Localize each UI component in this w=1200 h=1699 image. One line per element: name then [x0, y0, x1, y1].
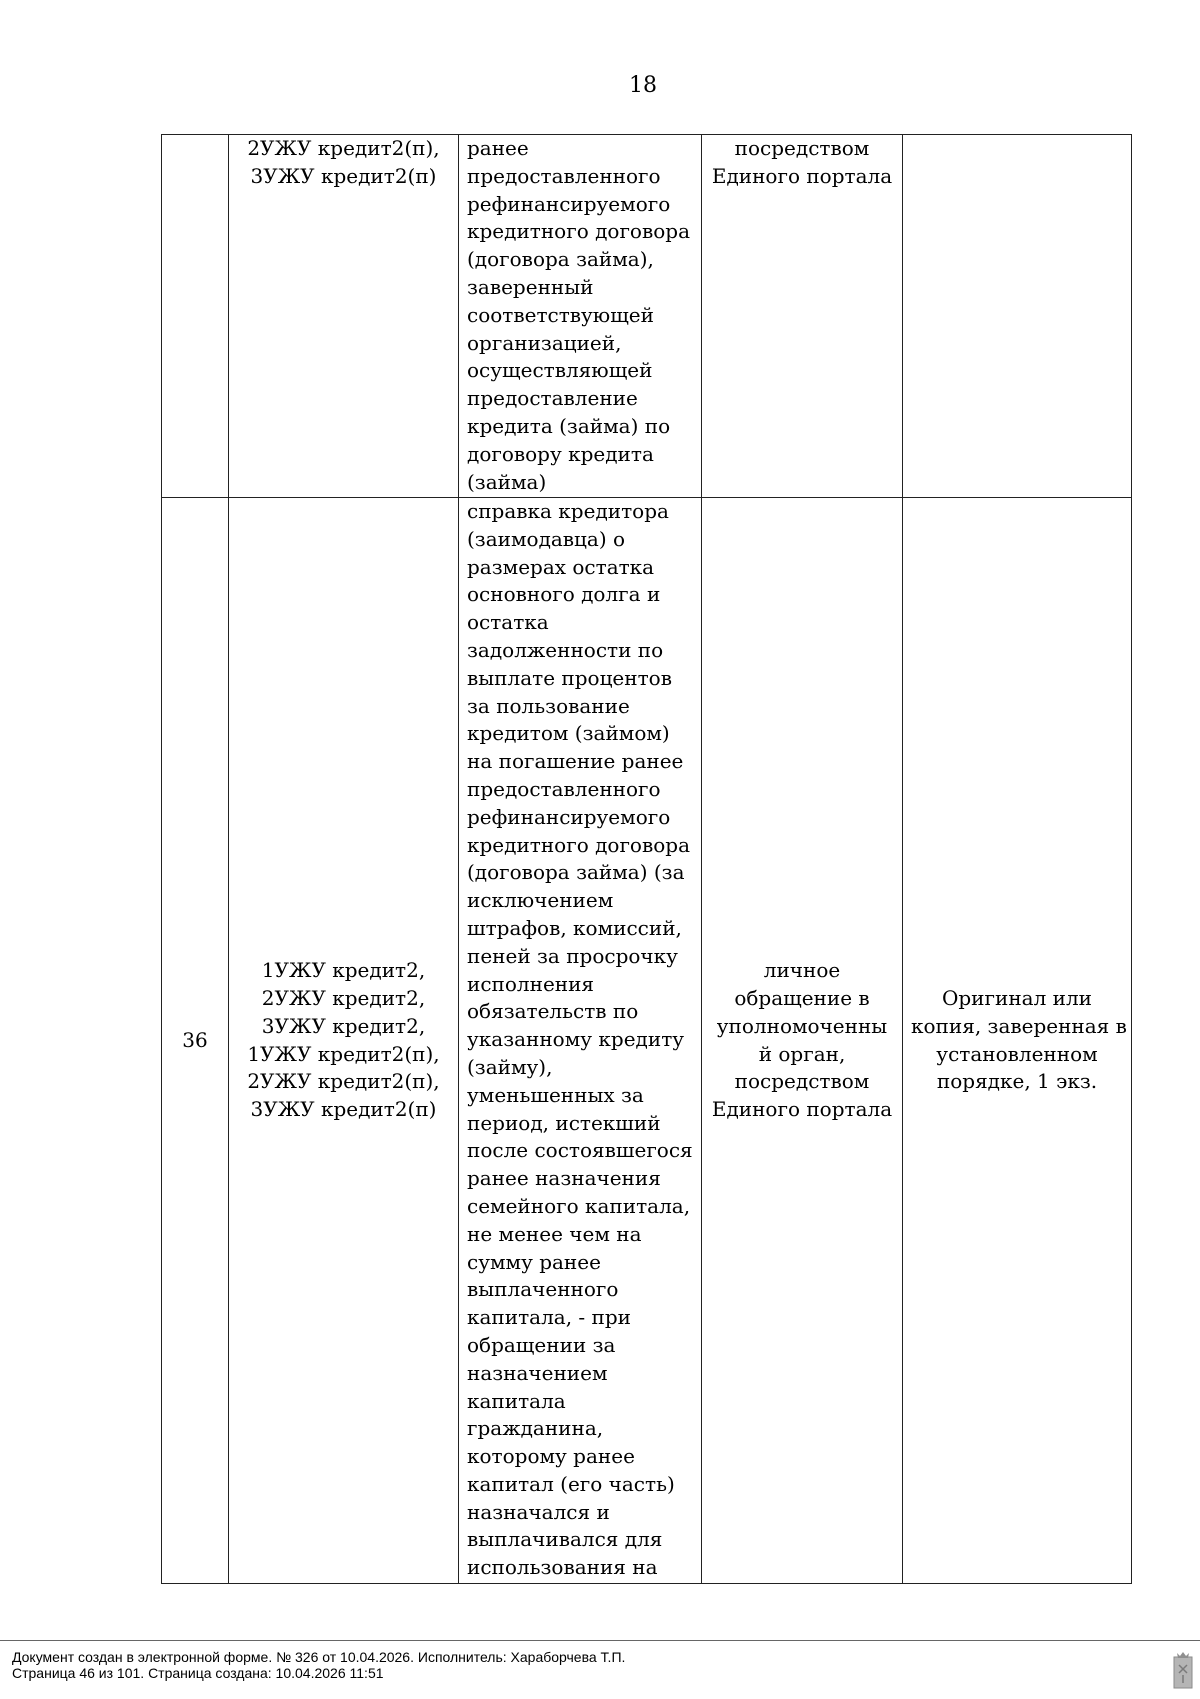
documents-table [161, 134, 1132, 1584]
cell-text-line: личное [763, 958, 841, 983]
document-footer [0, 1640, 1200, 1699]
cell-text-line: предоставленного [467, 776, 661, 801]
cell-text-line: осуществляющей [467, 358, 653, 383]
cell-text-line: заверенный [467, 274, 594, 299]
description-cell [459, 498, 702, 1584]
submission-method-cell [702, 135, 903, 498]
cell-text-line: (договора займа), [467, 247, 654, 272]
document-form-cell [903, 498, 1132, 1584]
cell-text-line: 1УЖУ кредит2, [261, 958, 426, 983]
cell-text-line: после состоявшегося [467, 1138, 693, 1163]
cell-text-line: кредитного договора [467, 832, 690, 857]
cell-text-line: 1УЖУ кредит2(п), [247, 1041, 440, 1066]
cell-text-line: договору кредита [467, 441, 654, 466]
cell-text-line: выплачивался для [467, 1527, 663, 1552]
cell-text-line: семейного капитала, [467, 1193, 691, 1218]
cell-text-line: уменьшенных за [467, 1082, 644, 1107]
submission-method-cell [702, 498, 903, 1584]
cell-text-line: посредством [734, 136, 870, 160]
cell-text-line: соответствующей [467, 302, 654, 327]
cell-text-line: назначался и [467, 1499, 610, 1524]
cell-text-line: размерах остатка [467, 554, 655, 579]
cell-text-line: организацией, [467, 330, 622, 355]
footer-line-1: Документ создан в электронной форме. № 326 от 10.04.2026. Исполнитель: Хараборчева Т.П. [12, 1649, 626, 1665]
cell-text-line: не менее чем на [467, 1221, 642, 1246]
cell-text-line: 3УЖУ кредит2, [261, 1013, 426, 1038]
cell-text-line: 2УЖУ кредит2(п), [247, 1069, 440, 1094]
cell-text-line: исключением [467, 888, 614, 913]
cell-text-line: обращение в [734, 985, 870, 1010]
description-cell [459, 135, 702, 498]
cell-text-line: которому ранее [467, 1444, 635, 1469]
cell-text-line: уполномоченны [716, 1013, 888, 1038]
cell-text-line: 2УЖУ кредит2, [261, 985, 426, 1010]
cell-text-line: установленном [936, 1041, 1098, 1066]
cell-text-line: Единого портала [711, 1097, 893, 1122]
cell-text-line: й орган, [758, 1041, 846, 1066]
cell-text-line: ранее назначения [467, 1166, 661, 1191]
cell-text-line: период, истекший [467, 1110, 661, 1135]
cell-text-line: кредитом (займом) [467, 721, 670, 746]
cell-text-line: использования на [467, 1555, 658, 1580]
document-form-cell [903, 135, 1132, 498]
row-number-cell [162, 135, 229, 498]
cell-text-line: пеней за просрочку [467, 943, 678, 968]
cell-text-line: основного долга и [467, 582, 661, 607]
cell-text-line: (договора займа) (за [467, 860, 685, 885]
table-row [162, 498, 1132, 1584]
cell-text-line: штрафов, комиссий, [467, 915, 682, 940]
footer-text [12, 1649, 625, 1681]
cell-text-line: порядке, 1 экз. [936, 1069, 1098, 1094]
cell-text-line: 2УЖУ кредит2(п), [247, 136, 440, 160]
cell-text-line: предоставление [467, 386, 638, 411]
cell-text-line: (займу), [467, 1054, 553, 1079]
table-row [162, 135, 1132, 498]
row-number: 36 [182, 1027, 208, 1052]
cell-text-line: Единого портала [711, 163, 893, 188]
cell-text-line: капитала [467, 1388, 566, 1413]
footer-line-2: Страница 46 из 101. Страница создана: 10.04.2026 11:51 [12, 1665, 384, 1681]
codes-cell [229, 135, 459, 498]
codes-cell [229, 498, 459, 1584]
cell-text-line: рефинансируемого [467, 191, 671, 216]
cell-text-line: 3УЖУ кредит2(п) [250, 163, 437, 188]
cell-text-line: за пользование [467, 693, 630, 718]
cell-text-line: справка кредитора [467, 499, 669, 523]
cell-text-line: обязательств по [467, 999, 639, 1024]
cell-text-line: гражданина, [467, 1416, 604, 1441]
cell-text-line: на погашение ранее [467, 749, 684, 774]
coat-of-arms-icon [1173, 1651, 1193, 1689]
cell-text-line: (заимодавца) о [467, 526, 626, 551]
cell-text-line: 3УЖУ кредит2(п) [250, 1097, 437, 1122]
cell-text-line: обращении за [467, 1332, 616, 1357]
cell-text-line: задолженности по [467, 637, 664, 662]
cell-text-line: рефинансируемого [467, 804, 671, 829]
cell-text-line: назначением [467, 1360, 608, 1385]
cell-text-line: указанному кредиту [467, 1027, 685, 1052]
cell-text-line: Оригинал или [941, 985, 1093, 1010]
cell-text-line: ранее [467, 136, 529, 160]
cell-text-line: кредитного договора [467, 219, 690, 244]
cell-text-line: выплаченного [467, 1277, 619, 1302]
cell-text-line: исполнения [467, 971, 595, 996]
cell-text-line: предоставленного [467, 163, 661, 188]
cell-text-line: выплате процентов [467, 665, 672, 690]
cell-text-line: сумму ранее [467, 1249, 601, 1274]
cell-text-line: капитал (его часть) [467, 1471, 675, 1496]
cell-text-line: капитала, - при [467, 1305, 631, 1330]
cell-text-line: посредством [734, 1069, 870, 1094]
page-number: 18 [629, 73, 657, 98]
row-number-cell [162, 498, 229, 1584]
cell-text-line: (займа) [467, 469, 547, 494]
cell-text-line: копия, заверенная в [911, 1013, 1127, 1038]
cell-text-line: остатка [467, 610, 549, 635]
cell-text-line: кредита (займа) по [467, 413, 671, 438]
